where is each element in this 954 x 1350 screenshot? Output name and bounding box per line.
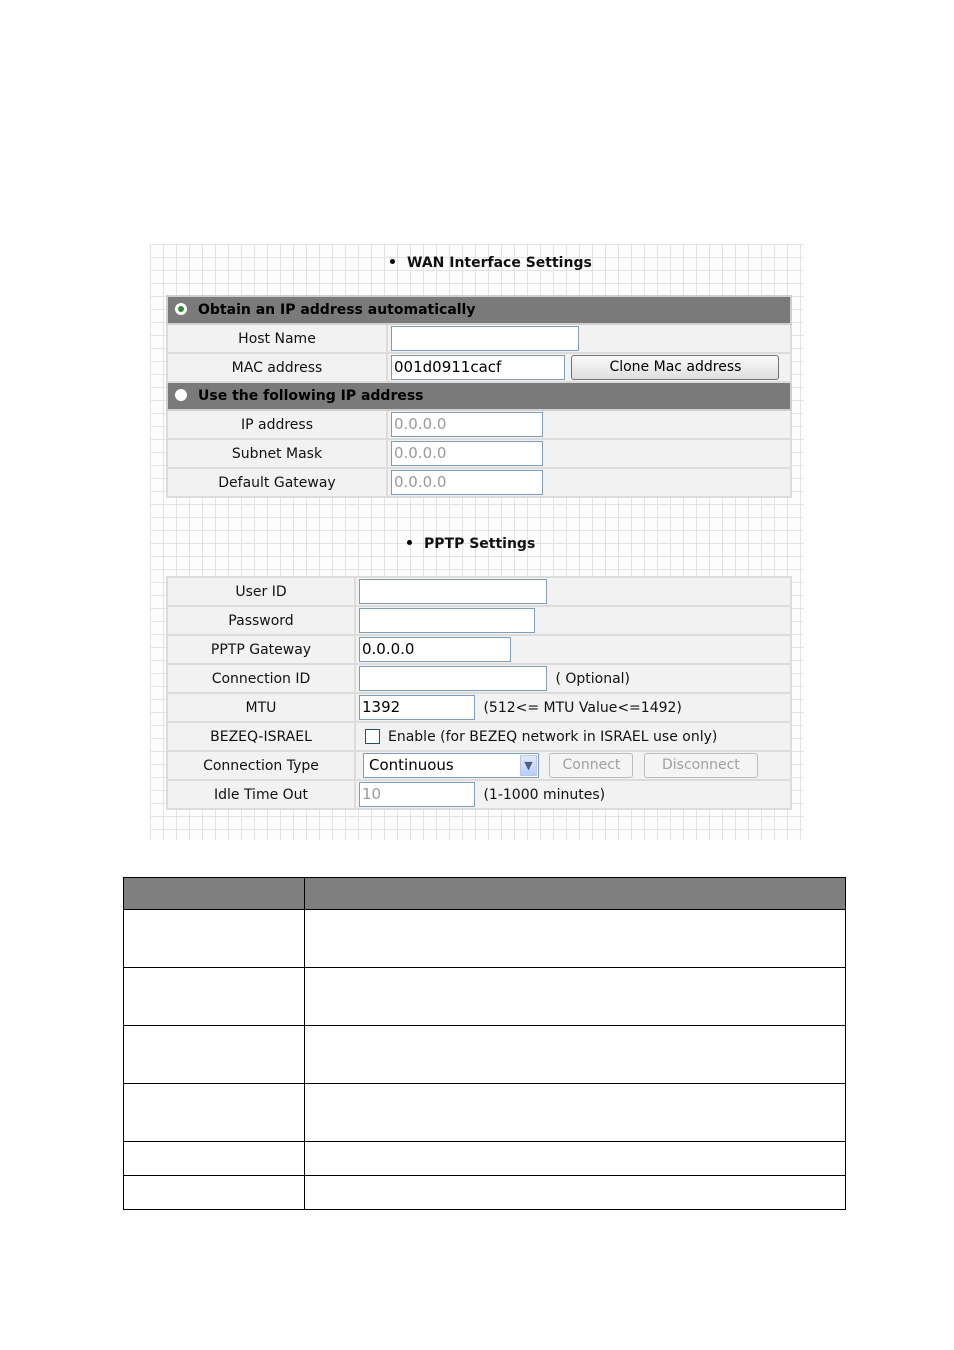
mask-input[interactable]: 0.0.0.0 xyxy=(391,441,543,466)
host-name-row xyxy=(167,324,791,353)
ip-row xyxy=(167,410,791,439)
connection-type-label: Connection Type xyxy=(167,751,355,780)
mask-label: Subnet Mask xyxy=(167,439,387,468)
wan-auto-row xyxy=(167,296,791,324)
connection-id-input[interactable] xyxy=(359,666,547,691)
radio-selected-icon[interactable] xyxy=(174,302,188,316)
ip-input[interactable]: 0.0.0.0 xyxy=(391,412,543,437)
connection-id-row xyxy=(167,664,791,693)
connect-button[interactable]: Connect xyxy=(549,753,633,778)
screenshot-panel xyxy=(150,244,804,840)
pptp-table xyxy=(166,576,792,810)
idle-timeout-input[interactable]: 10 xyxy=(359,782,475,807)
connection-id-hint: ( Optional) xyxy=(555,670,631,687)
connection-type-row xyxy=(167,751,791,780)
wan-section-title: WAN Interface Settings xyxy=(390,255,592,271)
idle-timeout-hint: (1-1000 minutes) xyxy=(483,786,606,803)
bullet-icon xyxy=(390,259,395,264)
password-input[interactable] xyxy=(359,608,535,633)
pptp-gateway-input[interactable]: 0.0.0.0 xyxy=(359,637,511,662)
bezeq-checkbox[interactable] xyxy=(365,729,380,744)
idle-timeout-label: Idle Time Out xyxy=(167,780,355,809)
radio-unselected-icon[interactable] xyxy=(174,388,188,402)
user-id-row xyxy=(167,577,791,606)
connection-id-label: Connection ID xyxy=(167,664,355,693)
mac-input[interactable]: 001d0911cacf xyxy=(391,355,565,380)
host-name-input[interactable] xyxy=(391,326,579,351)
bezeq-label: BEZEQ-ISRAEL xyxy=(167,722,355,751)
bezeq-hint: Enable (for BEZEQ network in ISRAEL use only) xyxy=(388,728,718,745)
mtu-row xyxy=(167,693,791,722)
clone-mac-button[interactable]: Clone Mac address xyxy=(571,355,779,380)
pptp-section-title: PPTP Settings xyxy=(407,536,535,552)
bullet-icon xyxy=(407,540,412,545)
mtu-input[interactable]: 1392 xyxy=(359,695,475,720)
pptp-gateway-row xyxy=(167,635,791,664)
gateway-input[interactable]: 0.0.0.0 xyxy=(391,470,543,495)
wan-table xyxy=(166,295,792,498)
table-row xyxy=(124,1176,846,1210)
table-row xyxy=(124,910,846,968)
table-row xyxy=(124,1142,846,1176)
bezeq-row xyxy=(167,722,791,751)
gateway-row xyxy=(167,468,791,497)
password-label: Password xyxy=(167,606,355,635)
table-row xyxy=(124,968,846,1026)
gateway-label: Default Gateway xyxy=(167,468,387,497)
ip-label: IP address xyxy=(167,410,387,439)
wan-static-row xyxy=(167,382,791,410)
idle-timeout-row xyxy=(167,780,791,809)
pptp-gateway-label: PPTP Gateway xyxy=(167,635,355,664)
table-row xyxy=(124,1026,846,1084)
user-id-label: User ID xyxy=(167,577,355,606)
mask-row xyxy=(167,439,791,468)
mac-label: MAC address xyxy=(167,353,387,382)
use-static-option[interactable]: Use the following IP address xyxy=(167,382,791,410)
table-row xyxy=(124,1084,846,1142)
mac-row xyxy=(167,353,791,382)
header-cell xyxy=(305,878,846,910)
connection-type-select[interactable]: Continuous ▼ xyxy=(363,753,539,778)
mtu-hint: (512<= MTU Value<=1492) xyxy=(483,699,682,716)
obtain-auto-option[interactable]: Obtain an IP address automatically xyxy=(167,296,791,324)
password-row xyxy=(167,606,791,635)
mtu-label: MTU xyxy=(167,693,355,722)
header-cell xyxy=(124,878,305,910)
chevron-down-icon[interactable]: ▼ xyxy=(520,755,537,776)
host-name-label: Host Name xyxy=(167,324,387,353)
user-id-input[interactable] xyxy=(359,579,547,604)
description-table-header xyxy=(124,878,846,910)
description-table xyxy=(123,877,846,1210)
disconnect-button[interactable]: Disconnect xyxy=(644,753,758,778)
